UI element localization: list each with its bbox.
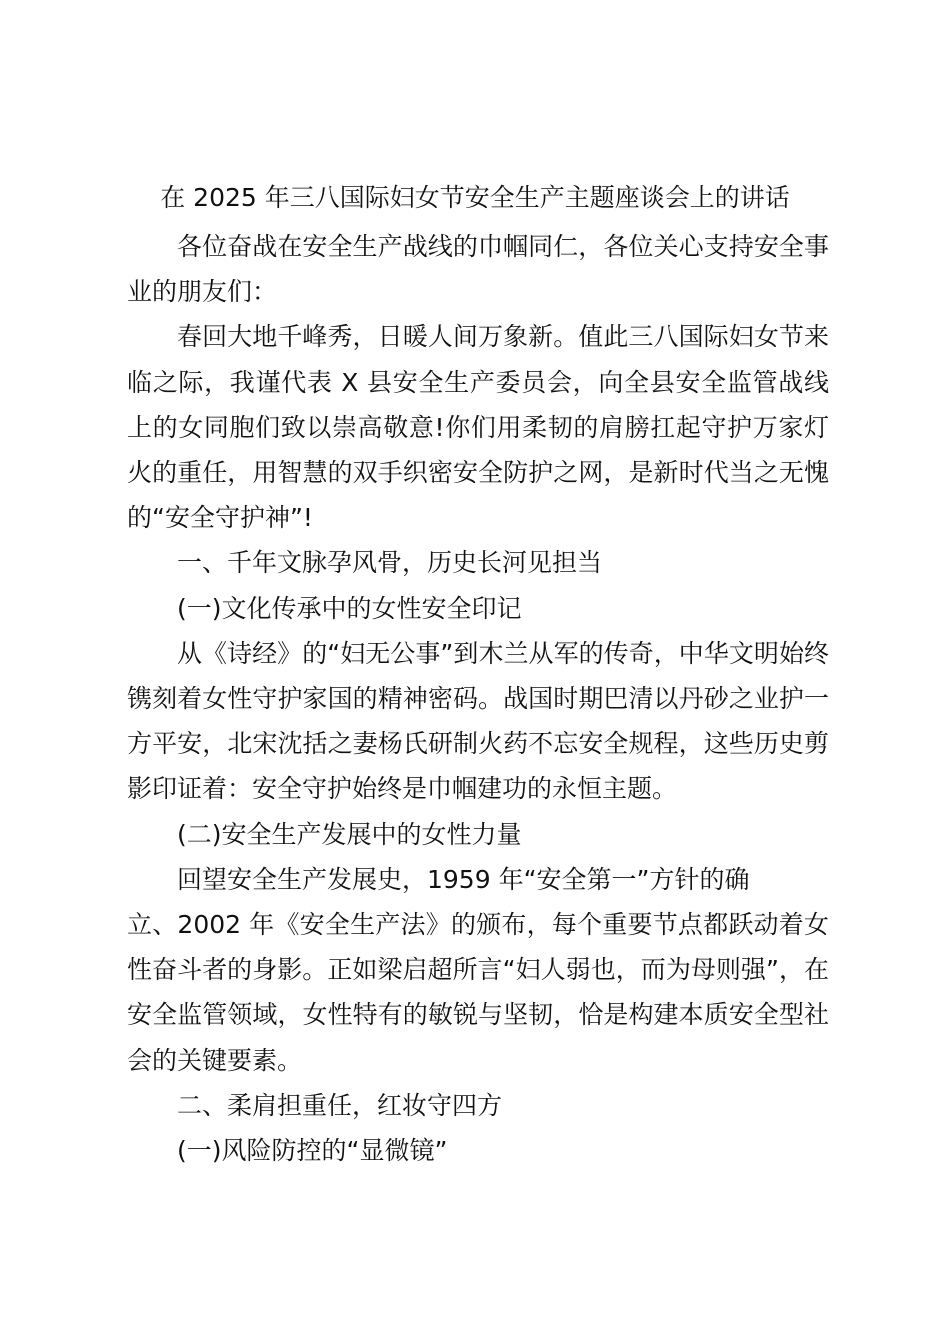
section-1-heading: 一、千年文脉孕风骨，历史长河见担当 — [177, 548, 603, 578]
intro-paragraph: 春回大地千峰秀，日暖人间万象新。值此三八国际妇女节来临之际，我谨代表 X 县安全生产委员会，向全县安全监管战线上的女同胞们致以崇高敬意!你们用柔韧的肩膀扛起守护万家灯火的重任，用智慧的双手织密安全防护之网，是新时代当之无愧的“安全守护神”! — [127, 322, 829, 533]
section-1-paragraph-2-rest: 立、2002 年《安全生产法》的颁布，每个重要节点都跃动着女性奋斗者的身影。正如梁启超所言“妇人弱也，而为母则强”，在安全监管领域，女性特有的敏锐与坚韧，恰是构建本质安全型社会的关键要素。 — [127, 910, 829, 1075]
section-1-paragraph-2 — [127, 857, 829, 1083]
section-2-heading: 二、柔肩担重任，红妆守四方 — [177, 1090, 503, 1120]
section-1-subheading-2: (二)安全生产发展中的女性力量 — [177, 819, 522, 849]
section-1-paragraph-2-first-line: 回望安全生产发展史，1959 年“安全第一”方针的确 — [177, 864, 750, 894]
section-1-subheading-1: (一)文化传承中的女性安全印记 — [177, 593, 522, 623]
document-title: 在 2025 年三八国际妇女节安全生产主题座谈会上的讲话 — [160, 183, 790, 212]
section-2-subheading-1: (一)风险防控的“显微镜” — [177, 1136, 448, 1166]
salutation-paragraph: 各位奋战在安全生产战线的巾帼同仁，各位关心支持安全事业的朋友们： — [127, 232, 829, 307]
document-body — [127, 224, 829, 1173]
section-1-paragraph-1: 从《诗经》的“妇无公事”到木兰从军的传奇，中华文明始终镌刻着女性守护家国的精神密码。战国时期巴清以丹砂之业护一方平安，北宋沈括之妻杨氏研制火药不忘安全规程，这些历史剪影印证着：安全守护始终是巾帼建功的永恒主题。 — [127, 638, 829, 804]
